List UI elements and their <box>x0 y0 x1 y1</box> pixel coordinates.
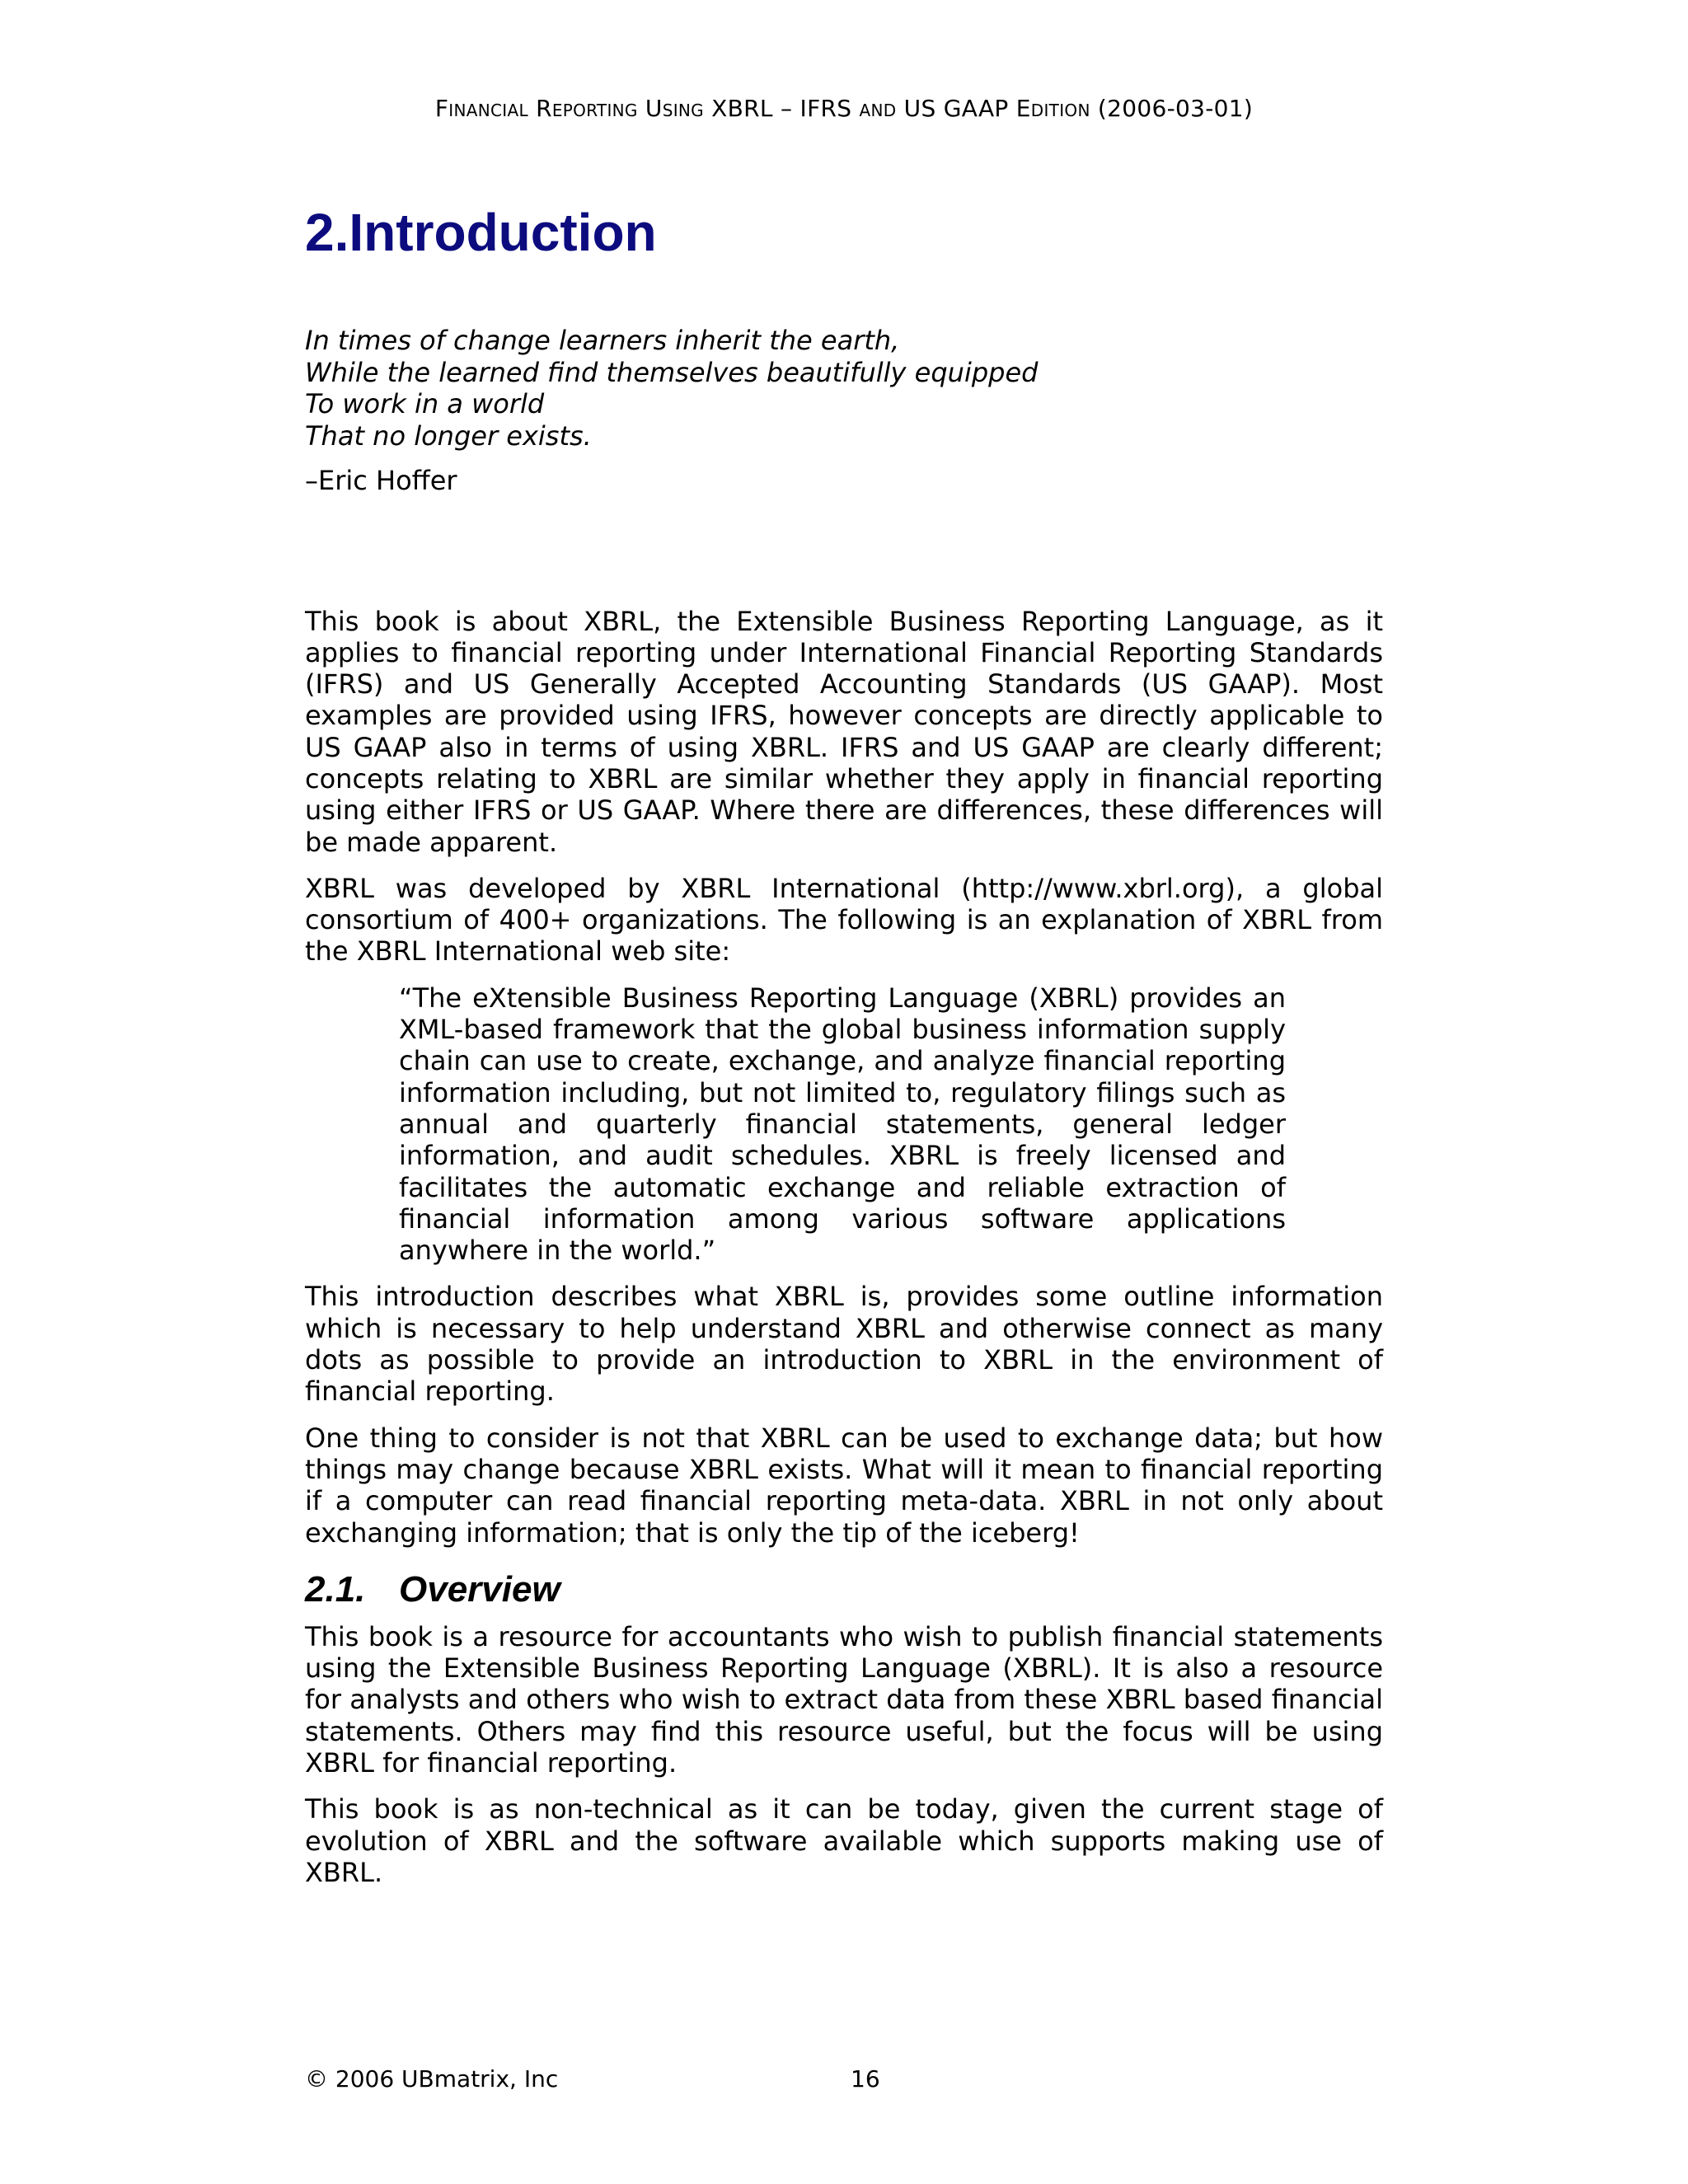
running-header-part: Financial Reporting Using <box>434 95 704 122</box>
intro-paragraph: XBRL was developed by XBRL International (http://www.xbrl.org), a global consortium of 400+ organizations. The following is an explanation of XBRL from the XBRL International web site: <box>305 872 1383 968</box>
footer-copyright: © 2006 UBmatrix, Inc <box>305 2065 559 2093</box>
intro-paragraph: One thing to consider is not that XBRL can be used to exchange data; but how things may change because XBRL exists. What will it mean to financial reporting if a computer can read financial reporting meta-data. XBRL in not only about exchanging information; that is only the tip of the iceberg! <box>305 1422 1383 1549</box>
epigraph-attribution: –Eric Hoffer <box>305 465 457 496</box>
section-number: 2.1. <box>305 1568 366 1610</box>
running-header-part: Edition <box>1015 95 1090 122</box>
running-header-part: XBRL – <box>703 95 800 122</box>
chapter-title: 2.Introduction <box>305 203 657 262</box>
running-header-part: (2006-03-01) <box>1090 95 1254 122</box>
page-content <box>305 196 1383 1903</box>
section-heading <box>305 1567 1383 1613</box>
epigraph-line: To work in a world <box>305 388 545 419</box>
overview-paragraph: This book is a resource for accountants who wish to publish financial statements using the Extensible Business Reporting Language (XBRL). It is also a resource for analysts and others who wish to extract data from these XBRL based financial statements. Others may find this resource useful, but the focus will be using XBRL for financial reporting. <box>305 1620 1383 1779</box>
page-number: 16 <box>851 2065 880 2093</box>
intro-paragraph: This introduction describes what XBRL is, provides some outline information which is necessary to help understand XBRL and otherwise connect as many dots as possible to provide an introduction to XBRL in the environment of financial reporting. <box>305 1281 1383 1408</box>
overview-paragraph: This book is as non-technical as it can be today, given the current stage of evolution of XBRL and the software available which supports making use of XBRL. <box>305 1793 1383 1888</box>
epigraph <box>305 325 1383 452</box>
epigraph-line: In times of change learners inherit the earth, <box>305 325 900 356</box>
epigraph-line: While the learned find themselves beautifully equipped <box>305 356 1039 388</box>
xbrl-definition-quote: “The eXtensible Business Reporting Language (XBRL) provides an XML-based framework that the global business information supply chain can use to create, exchange, and analyze financial reporting information including, but not limited to, regulatory filings such as annual and quarterly financial statements, general ledger information, and audit schedules. XBRL is freely licensed and facilitates the automatic exchange and reliable extraction of financial information among various software applications anywhere in the world.” <box>399 982 1286 1267</box>
running-header <box>0 92 1688 125</box>
intro-paragraph: This book is about XBRL, the Extensible Business Reporting Language, as it applies to financial reporting under International Financial Reporting Standards (IFRS) and US Generally Accepted Accounting Standards (US GAAP). Most examples are provided using IFRS, however concepts are directly applicable to US GAAP also in terms of using XBRL. IFRS and US GAAP are clearly different; concepts relating to XBRL are similar whether they apply in financial reporting using either IFRS or US GAAP. Where there are differences, these differences will be made apparent. <box>305 605 1383 858</box>
section-title: Overview <box>399 1568 560 1610</box>
running-header-part: IFRS and <box>799 95 897 122</box>
running-header-part: US GAAP <box>896 95 1016 122</box>
epigraph-line: That no longer exists. <box>305 419 592 452</box>
